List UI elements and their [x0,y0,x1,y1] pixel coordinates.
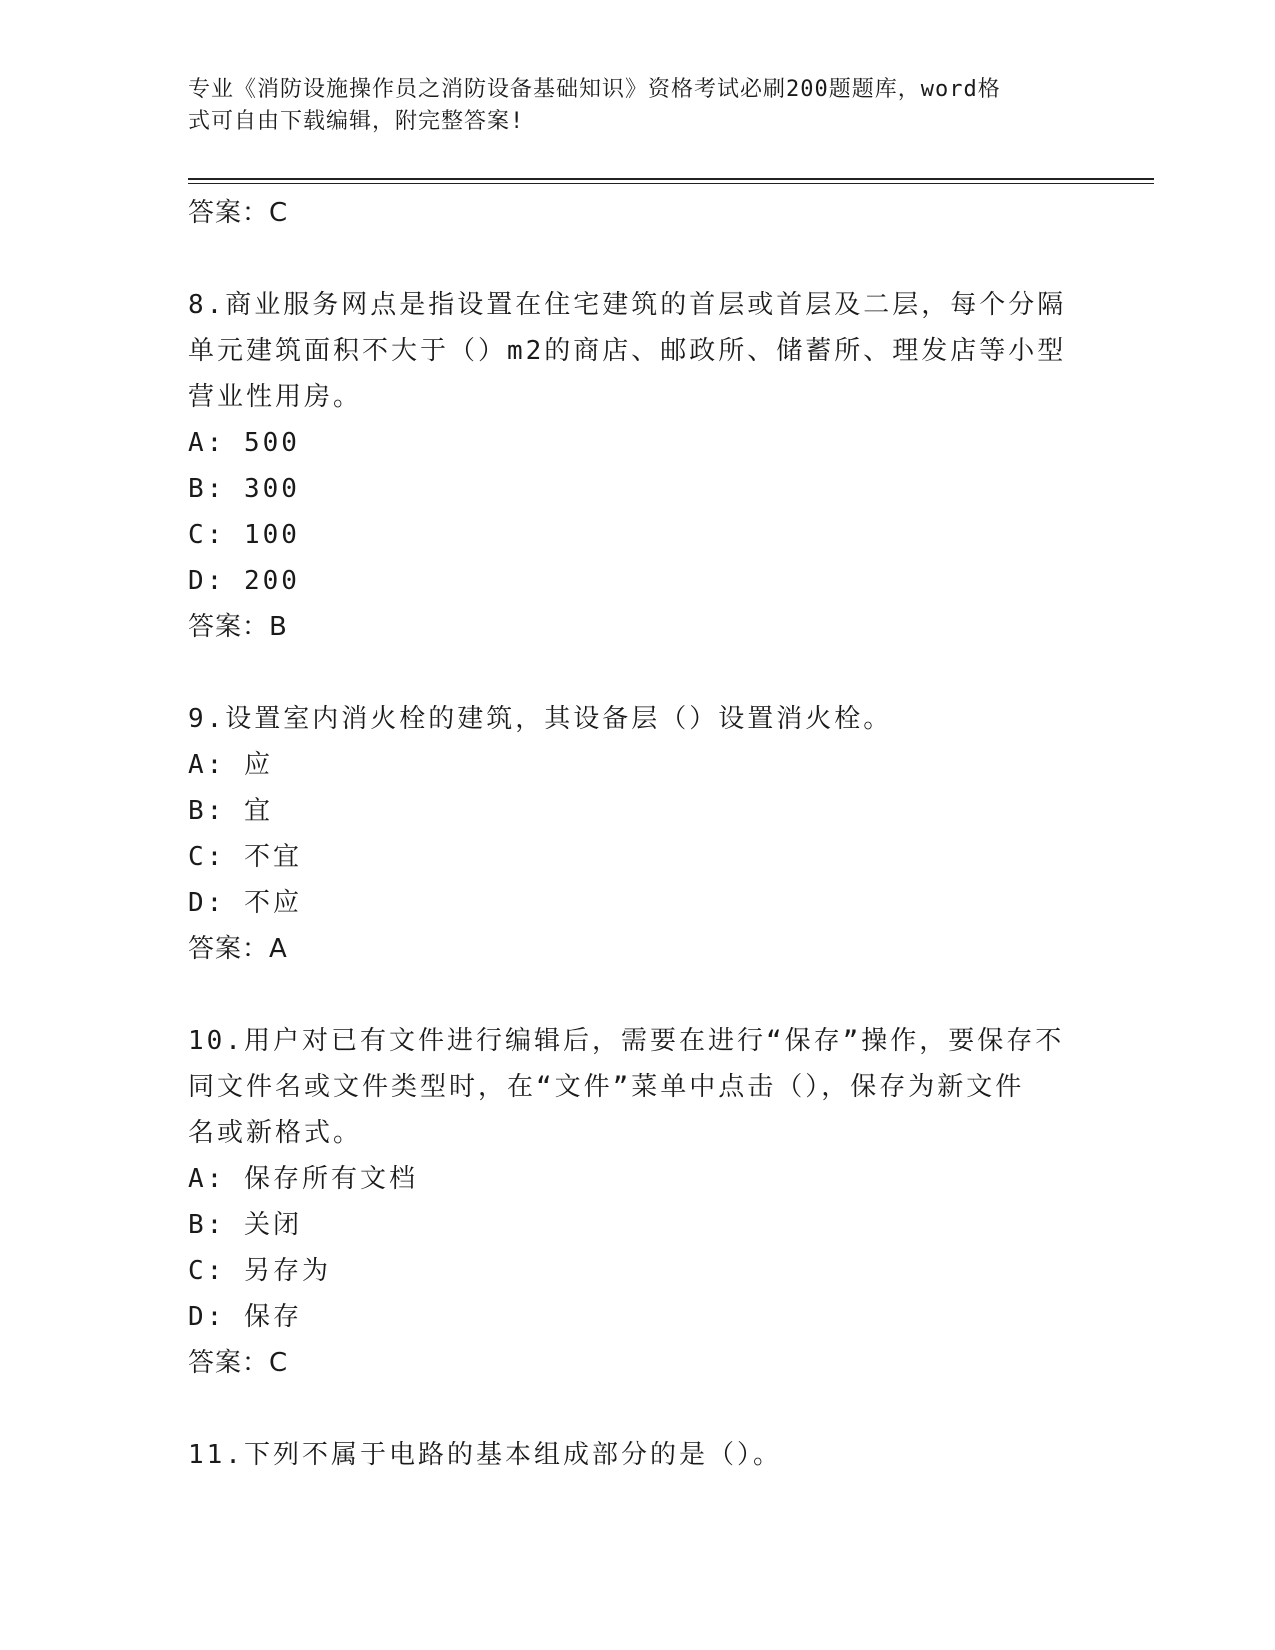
question-line: 8.商业服务网点是指设置在住宅建筑的首层或首层及二层，每个分隔 [188,290,1067,320]
header-line-2: 式可自由下载编辑，附完整答案! [188,109,525,134]
question-text [188,696,1088,742]
option-d: D: 200 [188,566,300,596]
spacer [188,972,1088,1018]
spacer [188,650,1088,696]
option-a: A: 500 [188,428,300,458]
question-block [188,1018,1088,1386]
spacer [188,1386,1088,1432]
question-line: 10.用户对已有文件进行编辑后，需要在进行“保存”操作，要保存不 [188,1026,1065,1056]
option-d: D: 不应 [188,888,302,918]
spacer [188,236,1088,282]
answer-line: 答案：C [188,1348,289,1378]
question-block [188,282,1088,650]
option-a: A: 保存所有文档 [188,1164,418,1194]
question-text [188,1432,1088,1478]
question-line: 名或新格式。 [188,1118,363,1148]
header-divider-thin [188,183,1154,184]
option-a: A: 应 [188,750,273,780]
option-c: C: 另存为 [188,1256,331,1286]
option-c: C: 不宜 [188,842,302,872]
answer-line: 答案：A [188,934,288,964]
option-b: B: 关闭 [188,1210,302,1240]
question-line: 同文件名或文件类型时，在“文件”菜单中点击（），保存为新文件 [188,1072,1025,1102]
question-block [188,696,1088,972]
question-line: 11.下列不属于电路的基本组成部分的是（）。 [188,1440,782,1470]
option-b: B: 宜 [188,796,273,826]
header-line-1: 专业《消防设施操作员之消防设备基础知识》资格考试必刷200题题库，word格 [188,77,1001,102]
option-d: D: 保存 [188,1302,302,1332]
document-header [188,74,1068,138]
answer-line: 答案：C [188,198,289,228]
question-text [188,1018,1088,1156]
header-divider [188,178,1154,180]
question-line: 9.设置室内消火栓的建筑，其设备层（）设置消火栓。 [188,704,893,734]
question-list [188,190,1088,1478]
option-b: B: 300 [188,474,300,504]
question-text [188,282,1088,420]
question-line: 营业性用房。 [188,382,363,412]
answer-line: 答案：B [188,612,288,642]
option-c: C: 100 [188,520,300,550]
question-block [188,1432,1088,1478]
question-line: 单元建筑面积不大于（）m2的商店、邮政所、储蓄所、理发店等小型 [188,336,1067,366]
